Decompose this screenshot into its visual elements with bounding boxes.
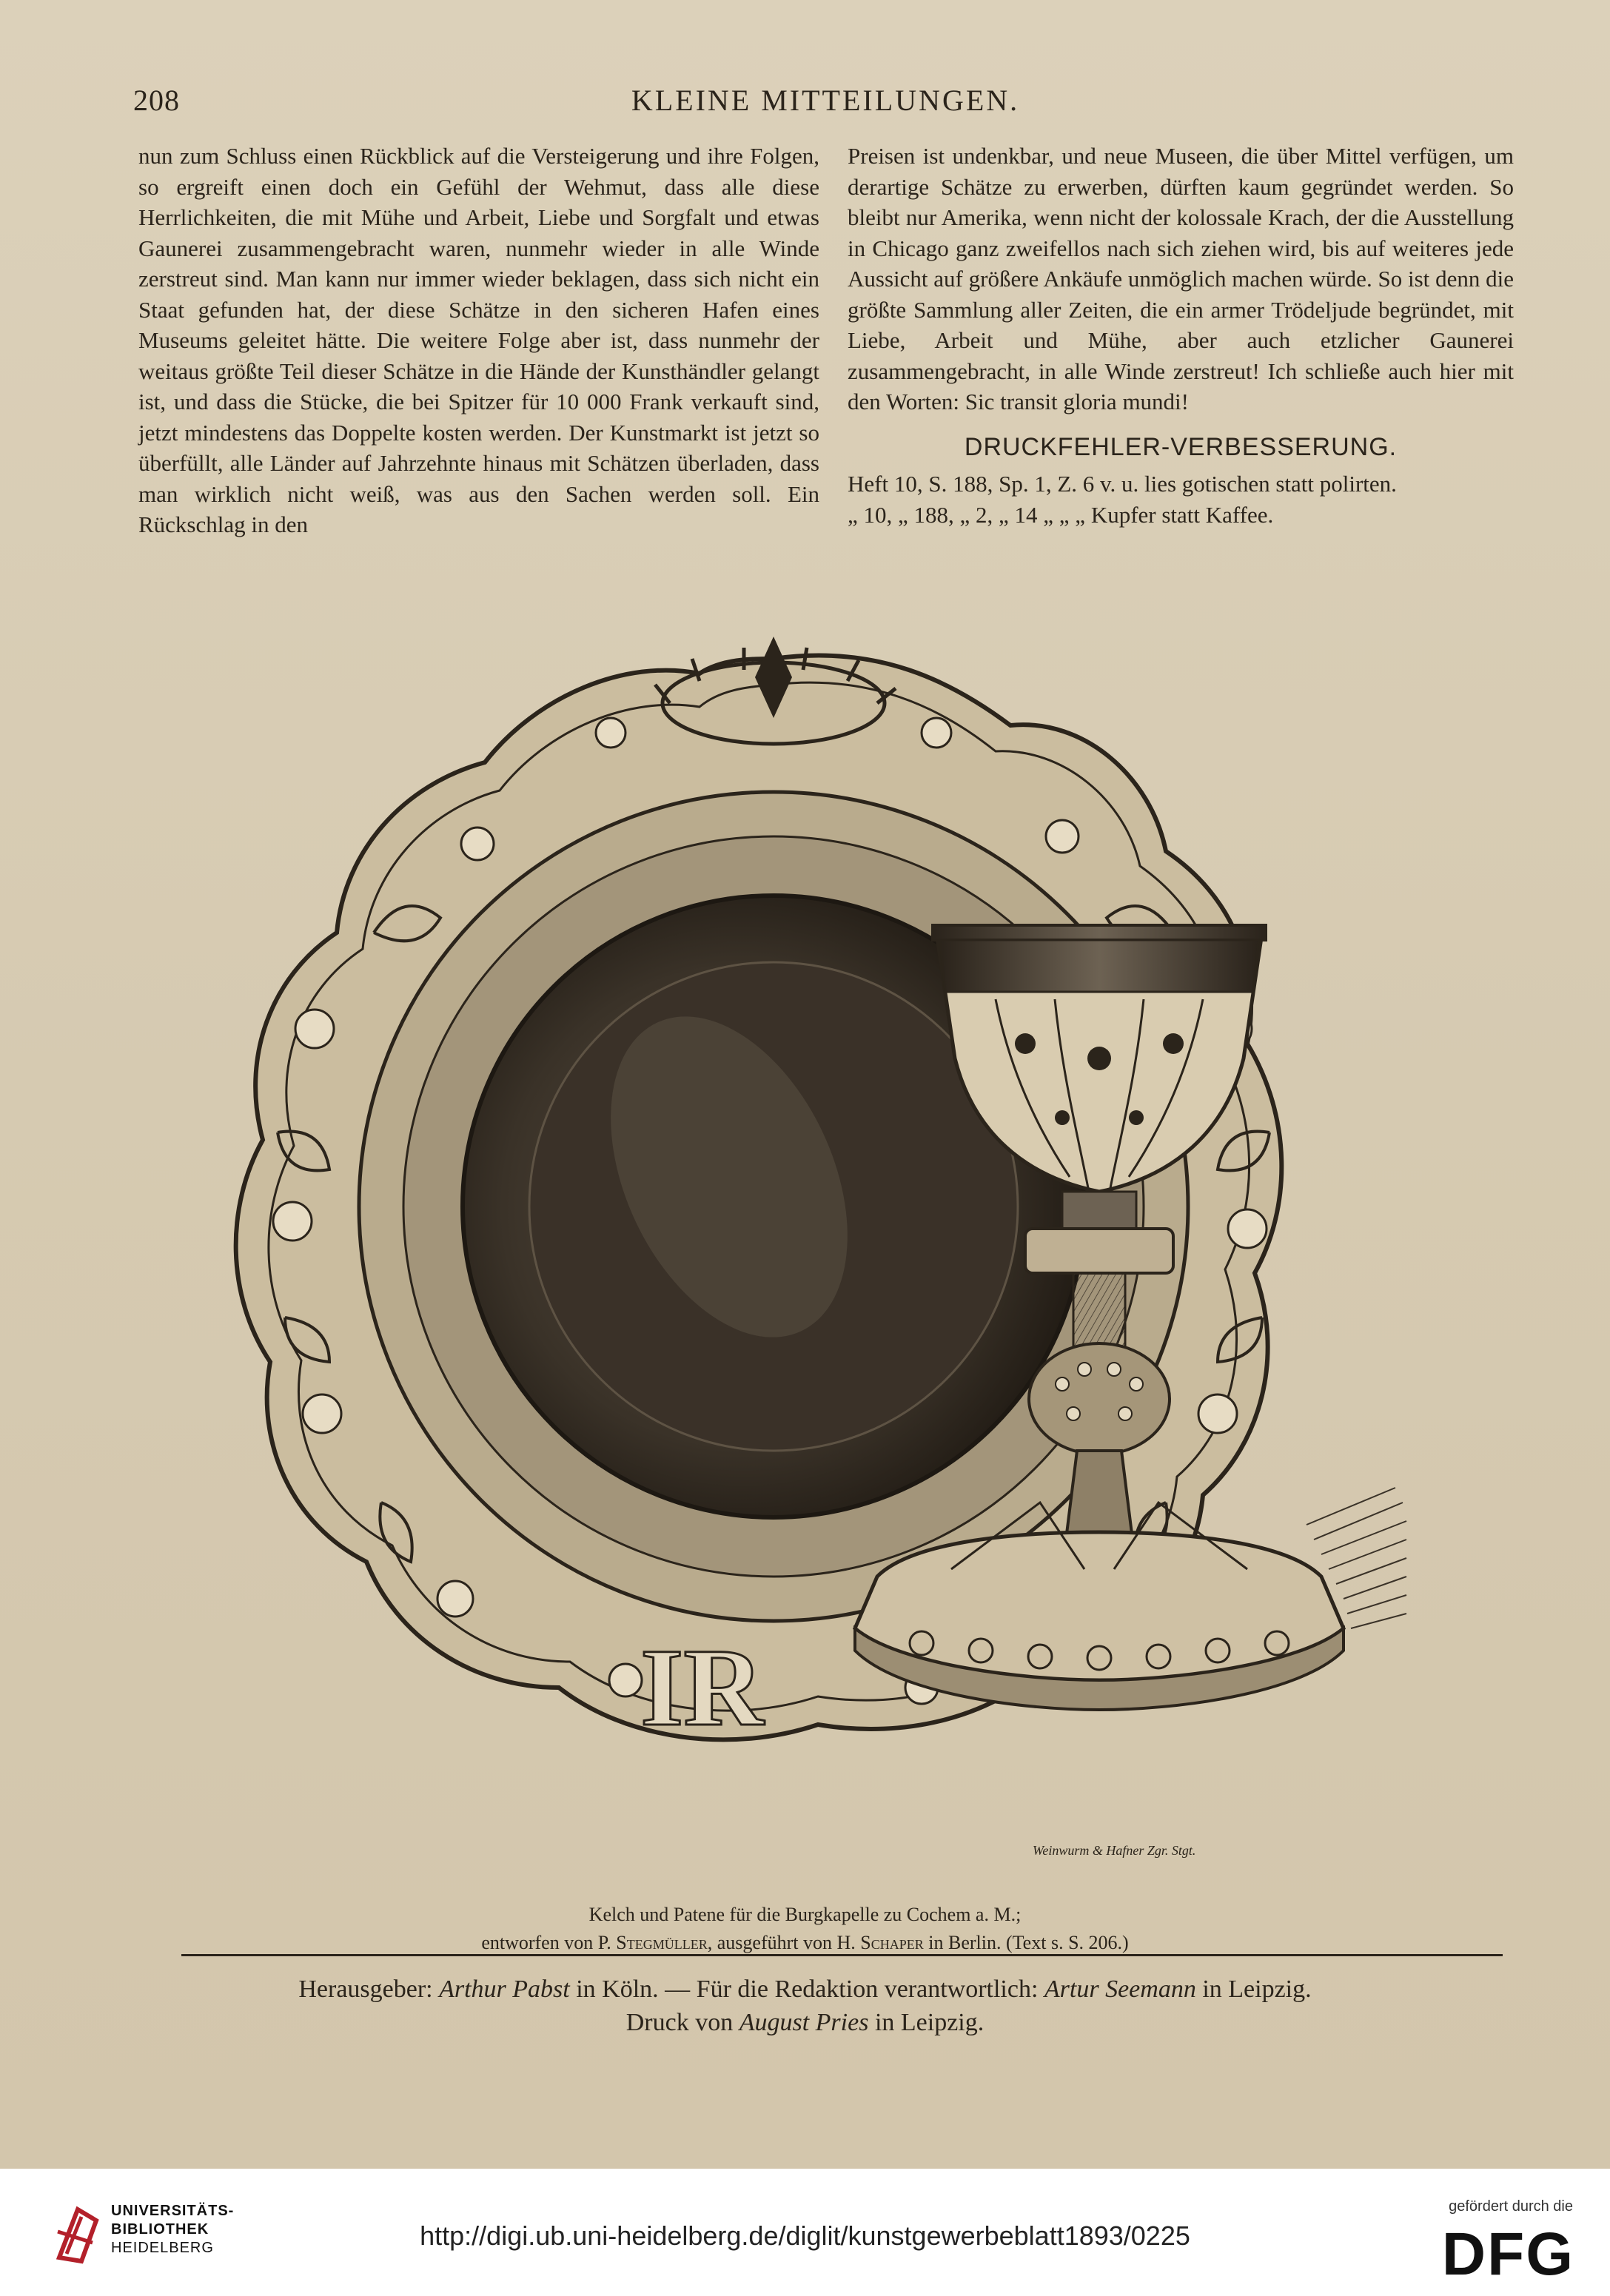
errata-heading: DRUCKFEHLER-VERBESSERUNG. <box>964 432 1398 461</box>
caption-text: in Berlin. (Text s. S. 206.) <box>923 1932 1129 1953</box>
engraving-illustration <box>211 614 1410 1873</box>
library-name-line: UNIVERSITÄTS- <box>111 2203 235 2219</box>
chalice-paten-engraving <box>211 614 1410 1873</box>
right-column <box>848 141 1514 530</box>
section-title: KLEINE MITTEILUNGEN. <box>631 84 1020 117</box>
library-name-line: HEIDELBERG <box>111 2240 214 2256</box>
figure-caption <box>0 1901 1610 1957</box>
page-number: 208 <box>133 84 180 117</box>
errata-line-1: Heft 10, S. 188, Sp. 1, Z. 6 v. u. lies gotischen statt polirten. <box>848 471 1397 497</box>
dfg-logo: DFG <box>1441 2221 1574 2288</box>
running-header <box>133 83 1517 127</box>
library-name-line: BIBLIOTHEK <box>111 2221 209 2238</box>
imprint-text: in Leipzig. <box>868 2009 985 2036</box>
printer-name: August Pries <box>739 2009 869 2036</box>
caption-line-1: Kelch und Patene für die Burgkapelle zu Cochem a. M.; <box>588 1904 1022 1925</box>
svg-text:IR: IR <box>640 1626 764 1749</box>
designer-name: Stegmüller <box>616 1932 708 1953</box>
caption-line-2 <box>0 1929 1610 1957</box>
imprint-text: Herausgeber: <box>298 1976 440 2003</box>
source-url-link[interactable]: http://digi.ub.uni-heidelberg.de/diglit/kunstgewerbeblatt1893/0225 <box>420 2221 1190 2251</box>
left-column-paragraph: nun zum Schluss einen Rückblick auf die Versteigerung und ihre Folgen, so ergreift einen doch ein Gefühl der Wehmut, dass alle diese Herrlichkeiten, die mit Mühe und Arbeit, Liebe und Sorgfalt und etwas Gaunerei zusammengebracht waren, nunmehr wieder in alle Winde zerstreut sind. Man kann nur immer wieder beklagen, dass sich nicht ein Staat gefunden hat, der diese Schätze in den sicheren Hafen eines Museums geleitet hätte. Die weitere Folge aber ist, dass nunmehr der weitaus größte Teil dieser Schätze in die Hände der Kunsthändler gelangt ist, und dass die Stücke, die bei Spitzer für 10 000 Frank verkauft sind, jetzt mindestens das Doppelte kosten werden. Der Kunstmarkt ist jetzt so überfüllt, alle Länder auf Jahrzehnte hinaus mit Schätzen überladen, dass man wirklich nicht weiß, was aus den Sachen werden soll. Ein Rückschlag in den <box>138 143 819 537</box>
errata-line-2: „ 10, „ 188, „ 2, „ 14 „ „ „ Kupfer statt Kaffee. <box>848 501 1274 528</box>
imprint <box>0 1973 1610 2039</box>
left-column <box>138 141 819 540</box>
caption-text: , ausgeführt von H. <box>707 1932 861 1953</box>
funded-by-label: gefördert durch die <box>1449 2198 1573 2215</box>
divider-rule <box>181 1954 1503 1956</box>
engraver-credit: Weinwurm & Hafner Zgr. Stgt. <box>1033 1843 1196 1858</box>
caption-text: entworfen von P. <box>481 1932 617 1953</box>
digitization-footer <box>0 2169 1610 2296</box>
imprint-text: Druck von <box>625 2009 739 2036</box>
imprint-text: in Köln. — Für die Redaktion verantwortlich: <box>569 1976 1044 2003</box>
right-column-paragraph: Preisen ist undenkbar, und neue Museen, die über Mittel verfügen, um derartige Schätze zu erwerben, dürften kaum gegründet werden. So bleibt nur Amerika, wenn nicht der kolossale Krach, der die Ausstellung in Chicago ganz zweifellos nach sich ziehen wird, bis auf weiteres jede Aussicht auf größere Ankäufe unmöglich machen würde. So ist denn die größte Sammlung aller Zeiten, die ein armer Trödeljude begründet, mit Liebe, Arbeit und Mühe, aber auch etzlicher Gaunerei zusammengebracht, in alle Winde zerstreut! Ich schließe auch hier mit den Worten: Sic transit gloria mundi! <box>848 143 1514 414</box>
editor-name: Artur Seemann <box>1044 1976 1196 2003</box>
imprint-text: in Leipzig. <box>1195 1976 1312 2003</box>
editor-name: Arthur Pabst <box>439 1976 570 2003</box>
maker-name: Schaper <box>860 1932 924 1953</box>
imprint-line-2 <box>0 2006 1610 2039</box>
imprint-line-1 <box>0 1973 1610 2006</box>
